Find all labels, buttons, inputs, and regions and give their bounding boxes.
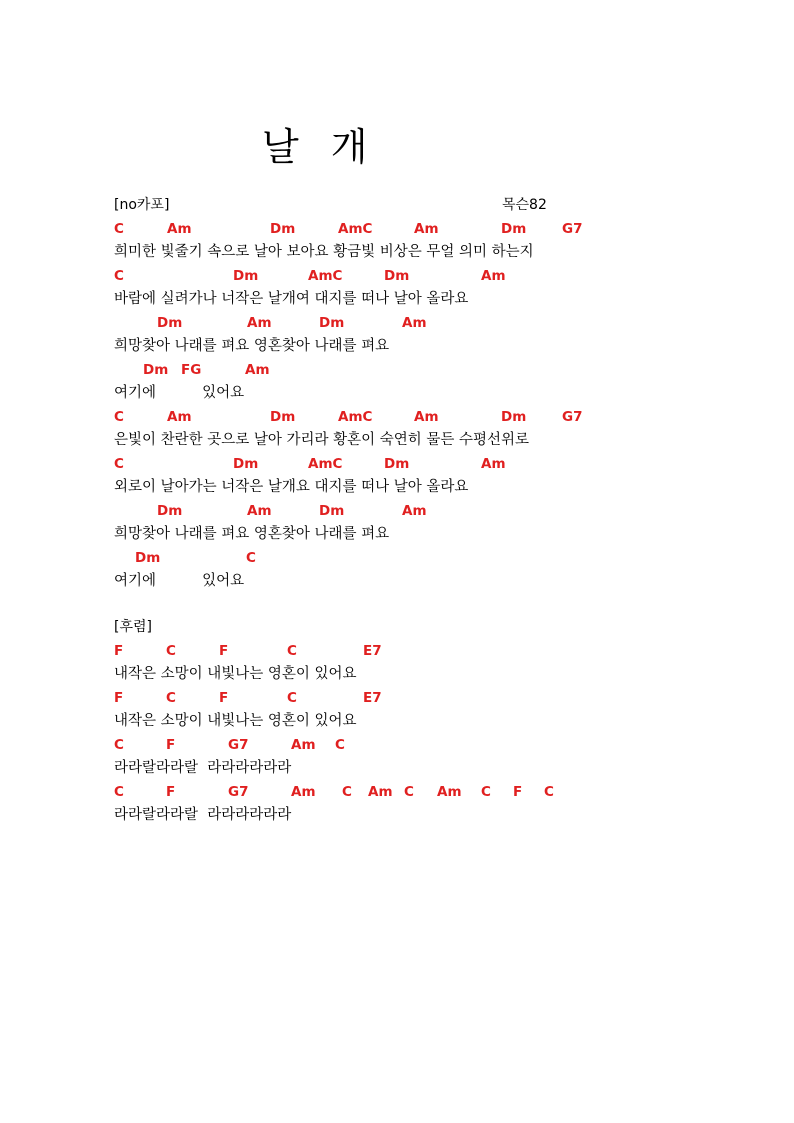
capo-note: [no카포] xyxy=(114,197,170,213)
chord: F xyxy=(219,643,229,659)
chord: C xyxy=(114,456,124,472)
chord: Am xyxy=(481,456,506,472)
chord-line xyxy=(0,220,794,240)
lyric-text: 외로이 날아가는 너작은 날개요 대지를 떠나 날아 올라요 xyxy=(114,479,469,495)
chord-line xyxy=(0,455,794,475)
chord: Am xyxy=(291,737,316,753)
chord: C xyxy=(166,690,176,706)
lyric-text: 희망찾아 나래를 펴요 영혼찾아 나래를 펴요 xyxy=(114,338,390,354)
chord: Dm xyxy=(157,315,183,331)
chord: Dm xyxy=(501,409,527,425)
lyric-text: 라라랄라라랄 라라라라라라 xyxy=(114,807,292,823)
chord: C xyxy=(114,784,124,800)
chord: Am xyxy=(291,784,316,800)
chord: Am xyxy=(414,409,439,425)
lyric-text: 여기에 있어요 xyxy=(114,385,245,401)
chord-line xyxy=(0,783,794,803)
chord: C xyxy=(114,409,124,425)
chord: Am xyxy=(368,784,393,800)
lyric-line xyxy=(0,243,794,263)
lyric-line xyxy=(0,478,794,498)
chord: C xyxy=(404,784,414,800)
lyric-text: 내작은 소망이 내빛나는 영혼이 있어요 xyxy=(114,713,357,729)
chord-line xyxy=(0,267,794,287)
chord: C xyxy=(166,643,176,659)
chord: Dm xyxy=(143,362,169,378)
chord: AmC xyxy=(338,221,373,237)
chord: G7 xyxy=(562,409,583,425)
chord: Dm xyxy=(384,268,410,284)
chord: FG xyxy=(181,362,202,378)
chord: G7 xyxy=(228,737,249,753)
chord: Am xyxy=(245,362,270,378)
chord: F xyxy=(166,784,176,800)
chord: C xyxy=(544,784,554,800)
chord-line xyxy=(0,736,794,756)
lyric-line xyxy=(0,384,794,404)
chord: AmC xyxy=(308,268,343,284)
chord: Am xyxy=(167,221,192,237)
chord: F xyxy=(114,643,124,659)
chord: Dm xyxy=(319,503,345,519)
lyric-line xyxy=(0,665,794,685)
chord: C xyxy=(481,784,491,800)
chord-line xyxy=(0,642,794,662)
chord-line xyxy=(0,502,794,522)
lyric-line xyxy=(0,337,794,357)
chord: E7 xyxy=(363,690,382,706)
lyric-text: 여기에 있어요 xyxy=(114,573,245,589)
lyric-line xyxy=(0,290,794,310)
chord: Dm xyxy=(501,221,527,237)
chord: Dm xyxy=(233,456,259,472)
chord: Am xyxy=(414,221,439,237)
lyric-line xyxy=(0,572,794,592)
chord: F xyxy=(513,784,523,800)
lyric-text: 라라랄라라랄 라라라라라라 xyxy=(114,760,292,776)
lyric-text: 희미한 빛줄기 속으로 날아 보아요 황금빛 비상은 무얼 의미 하는지 xyxy=(114,244,534,260)
chord: C xyxy=(114,221,124,237)
chord: G7 xyxy=(562,221,583,237)
lyric-text: 희망찾아 나래를 펴요 영혼찾아 나래를 펴요 xyxy=(114,526,390,542)
lyric-text: 내작은 소망이 내빛나는 영혼이 있어요 xyxy=(114,666,357,682)
chord: C xyxy=(342,784,352,800)
lyric-text: 바람에 실려가나 너작은 날개여 대지를 떠나 날아 올라요 xyxy=(114,291,469,307)
chord: Am xyxy=(437,784,462,800)
chord: Am xyxy=(247,503,272,519)
lyric-line xyxy=(0,525,794,545)
lyric-line xyxy=(0,806,794,826)
chord: Am xyxy=(481,268,506,284)
chord: Am xyxy=(247,315,272,331)
chorus-label: [후렴] xyxy=(114,619,152,635)
chord: Dm xyxy=(319,315,345,331)
chord: Dm xyxy=(384,456,410,472)
chord: C xyxy=(246,550,256,566)
lyric-line xyxy=(0,712,794,732)
chord-line xyxy=(0,549,794,569)
chord-line xyxy=(0,361,794,381)
chord: E7 xyxy=(363,643,382,659)
song-title: 날 개 xyxy=(262,125,378,169)
chord: AmC xyxy=(308,456,343,472)
lyric-line xyxy=(0,759,794,779)
chord: Dm xyxy=(135,550,161,566)
chord: C xyxy=(287,690,297,706)
chord: C xyxy=(287,643,297,659)
chord: Am xyxy=(402,315,427,331)
chord: F xyxy=(219,690,229,706)
chord: Dm xyxy=(270,409,296,425)
chord-line xyxy=(0,689,794,709)
lyric-text: 은빛이 찬란한 곳으로 날아 가리라 황혼이 숙연히 물든 수평선위로 xyxy=(114,432,530,448)
chord: Dm xyxy=(157,503,183,519)
chord: G7 xyxy=(228,784,249,800)
chord: Dm xyxy=(270,221,296,237)
chord-line xyxy=(0,314,794,334)
lyric-line xyxy=(0,431,794,451)
chord: F xyxy=(114,690,124,706)
uploader-name: 목슨82 xyxy=(502,197,547,213)
chord: C xyxy=(114,737,124,753)
chord: F xyxy=(166,737,176,753)
chord: Dm xyxy=(233,268,259,284)
chord: C xyxy=(335,737,345,753)
chord: Am xyxy=(402,503,427,519)
chord: Am xyxy=(167,409,192,425)
chord-line xyxy=(0,408,794,428)
chord: AmC xyxy=(338,409,373,425)
chord: C xyxy=(114,268,124,284)
